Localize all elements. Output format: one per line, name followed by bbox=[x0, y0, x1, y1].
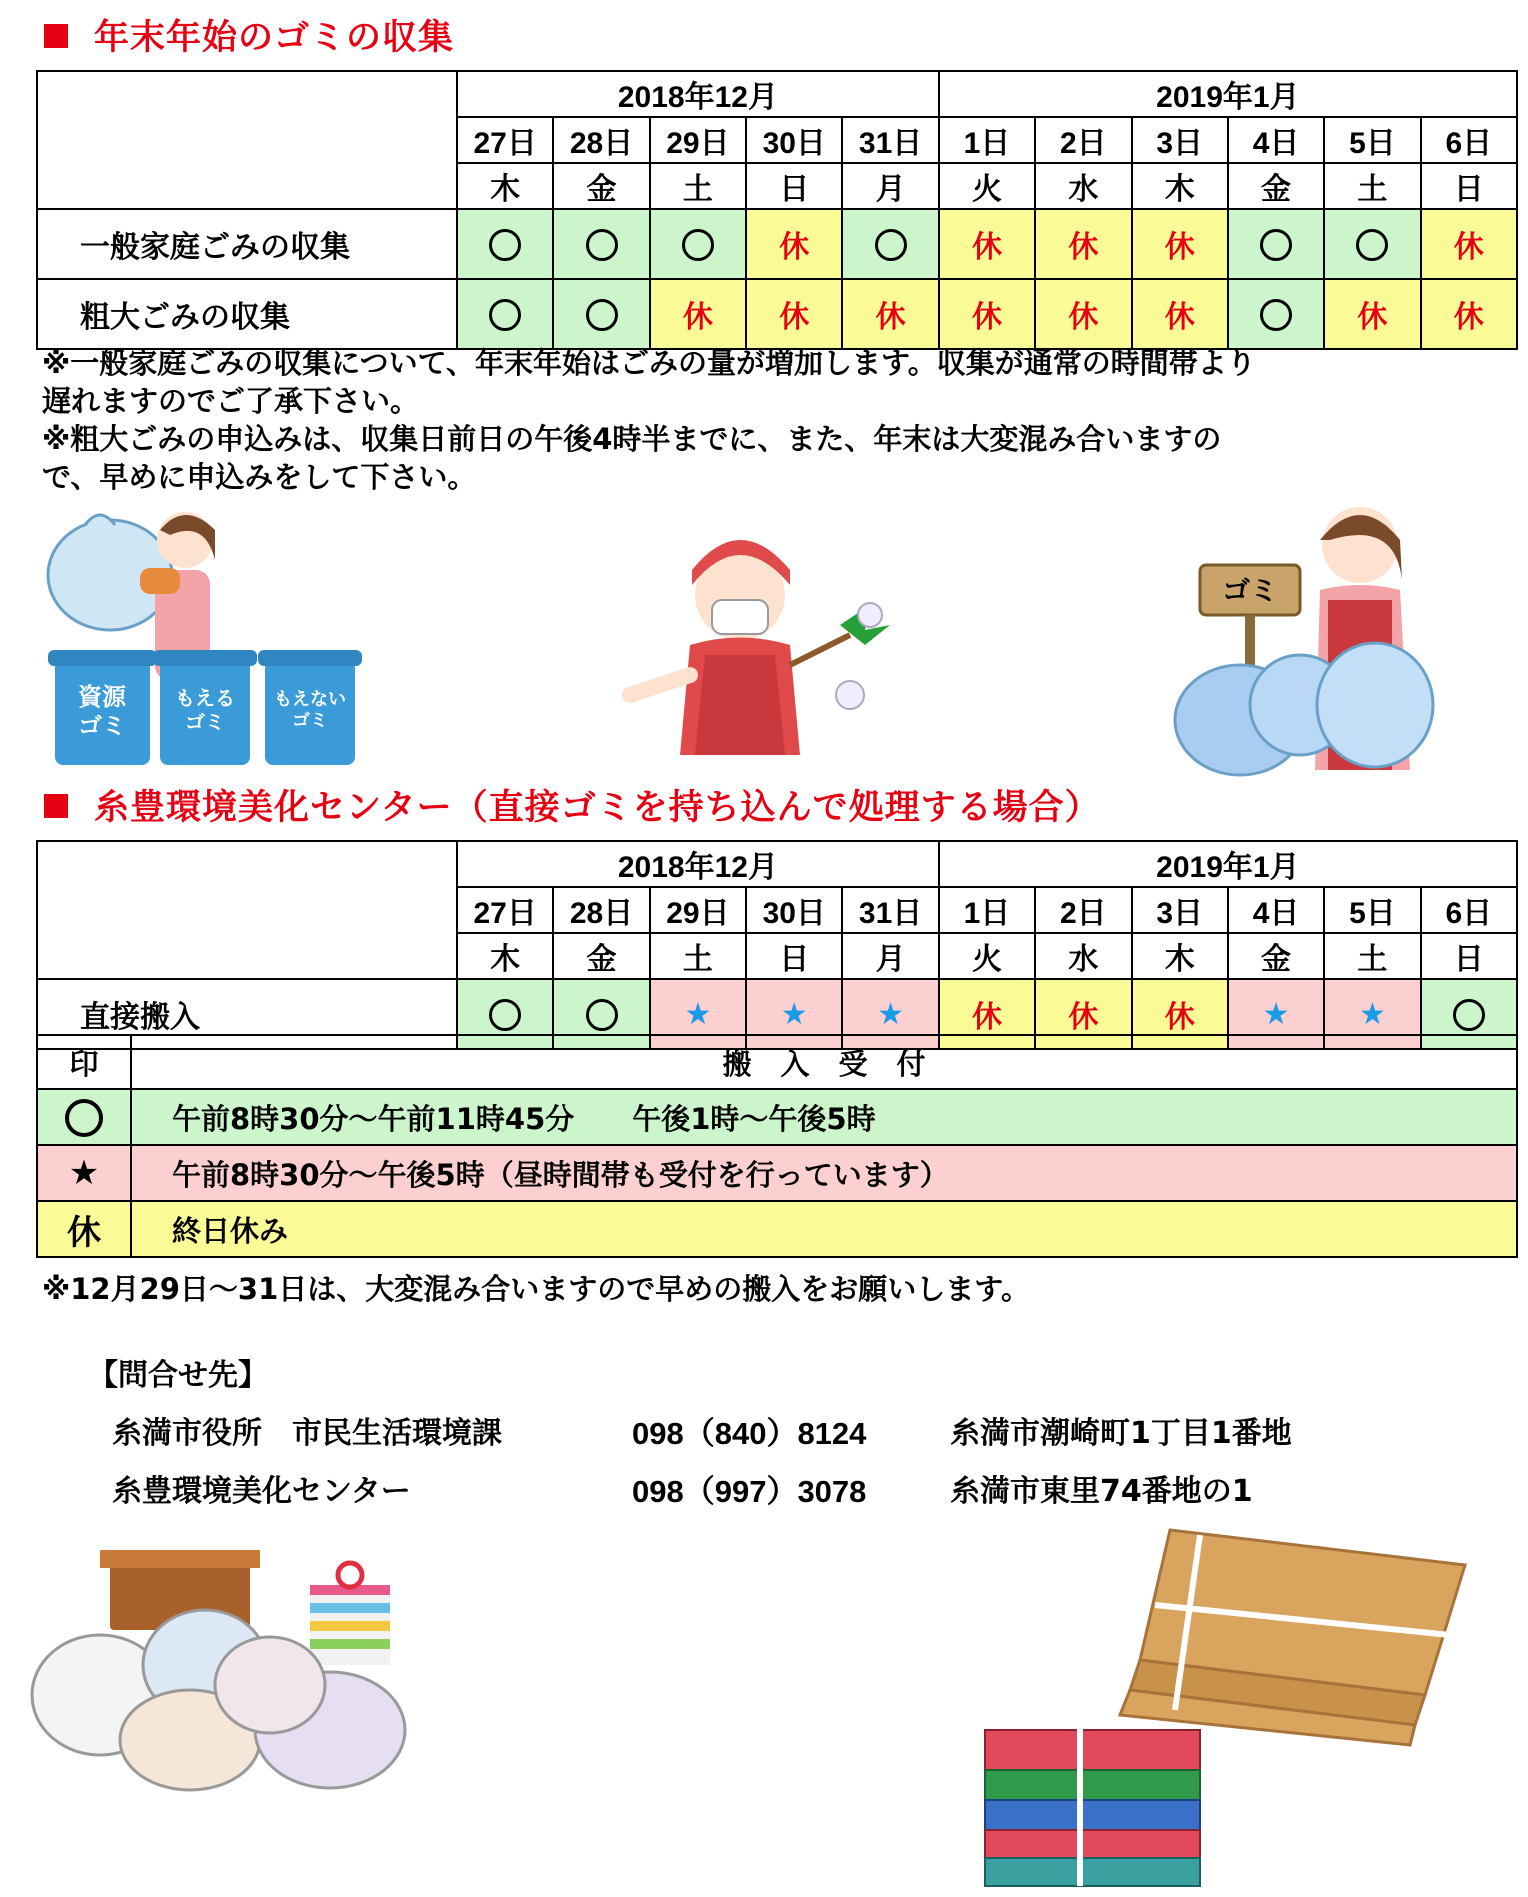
weekday-cell: 土 bbox=[1324, 163, 1420, 209]
date-cell: 30日 bbox=[746, 887, 842, 933]
circle-icon bbox=[489, 299, 521, 331]
legend-row-open bbox=[37, 1089, 1517, 1145]
legend-closed-text: 終日休み bbox=[131, 1201, 1517, 1257]
section1-notes bbox=[42, 344, 1256, 496]
note-line: ※粗大ごみの申込みは、収集日前日の午後4時半までに、また、年末は大変混み合いますの bbox=[42, 422, 1222, 456]
closed-mark: 休 bbox=[1068, 1000, 1099, 1035]
bin-recycle bbox=[48, 650, 157, 765]
circle-icon bbox=[1260, 299, 1292, 331]
month-header-dec: 2018年12月 bbox=[457, 841, 939, 887]
legend-open-text: 午前8時30分～午前11時45分 午後1時～午後5時 bbox=[131, 1089, 1517, 1145]
closed-mark: 休 bbox=[1164, 300, 1195, 335]
date-cell: 6日 bbox=[1421, 887, 1517, 933]
weekday-cell: 金 bbox=[553, 163, 649, 209]
closed-mark: 休 bbox=[1453, 300, 1484, 335]
weekday-cell: 木 bbox=[457, 933, 553, 979]
circle-icon bbox=[586, 999, 618, 1031]
contact-heading: 【問合せ先】 bbox=[88, 1358, 268, 1393]
section2-note: ※12月29日～31日は、大変混み合いますので早めの搬入をお願いします。 bbox=[42, 1272, 1030, 1306]
status-cell bbox=[1035, 279, 1131, 349]
closed-mark: 休 bbox=[779, 300, 810, 335]
status-cell bbox=[1035, 209, 1131, 279]
legend-row-closed bbox=[37, 1201, 1517, 1257]
household-garbage-row bbox=[37, 209, 1517, 279]
section2-heading bbox=[44, 780, 1101, 830]
date-cell: 2日 bbox=[1035, 887, 1131, 933]
section2-title: 糸豊環境美化センター（直接ゴミを持ち込んで処理する場合） bbox=[94, 788, 1101, 828]
star-icon: ★ bbox=[877, 996, 905, 1032]
circle-icon bbox=[1260, 229, 1292, 261]
legend-table bbox=[36, 1034, 1518, 1258]
status-cell bbox=[1324, 279, 1420, 349]
cleaning-woman-illustration bbox=[600, 515, 900, 755]
bin2-label: もえるゴミ bbox=[175, 686, 235, 734]
month-header-dec: 2018年12月 bbox=[457, 71, 939, 117]
date-cell: 30日 bbox=[746, 117, 842, 163]
status-cell bbox=[1132, 209, 1228, 279]
date-cell: 28日 bbox=[553, 117, 649, 163]
date-cell: 4日 bbox=[1228, 887, 1324, 933]
date-cell: 4日 bbox=[1228, 117, 1324, 163]
garbage-pile-illustration bbox=[30, 1545, 410, 1785]
status-cell bbox=[842, 279, 938, 349]
status-cell bbox=[842, 209, 938, 279]
date-cell: 29日 bbox=[650, 887, 746, 933]
weekday-cell: 日 bbox=[746, 933, 842, 979]
date-cell: 27日 bbox=[457, 117, 553, 163]
square-bullet-icon bbox=[44, 794, 68, 818]
weekday-cell: 月 bbox=[842, 163, 938, 209]
note-line: ※一般家庭ごみの収集について、年末年始はごみの量が増加します。収集が通常の時間帯より bbox=[42, 346, 1256, 380]
star-icon: ★ bbox=[684, 996, 712, 1032]
status-cell bbox=[1324, 209, 1420, 279]
star-icon: ★ bbox=[780, 996, 808, 1032]
closed-mark: 休 bbox=[1357, 300, 1388, 335]
weekday-cell: 水 bbox=[1035, 933, 1131, 979]
legend-closed-mark: 休 bbox=[37, 1201, 131, 1257]
weekday-cell: 金 bbox=[1228, 163, 1324, 209]
bin-burnable bbox=[153, 650, 257, 765]
contact-tel-city-hall: 098（840）8124 bbox=[632, 1416, 867, 1451]
date-cell: 6日 bbox=[1421, 117, 1517, 163]
closed-mark: 休 bbox=[1164, 1000, 1195, 1035]
bin1-label: 資源ゴミ bbox=[78, 683, 126, 740]
legend-star-text: 午前8時30分～午後5時（昼時間帯も受付を行っています） bbox=[131, 1145, 1517, 1201]
circle-icon bbox=[1453, 999, 1485, 1031]
contact-address-center: 糸満市東里74番地の1 bbox=[950, 1474, 1253, 1509]
date-cell: 27日 bbox=[457, 887, 553, 933]
section1-title: 年末年始のゴミの収集 bbox=[94, 18, 455, 58]
legend-star-mark: ★ bbox=[37, 1145, 131, 1201]
legend-row-star bbox=[37, 1145, 1517, 1201]
weekday-cell: 土 bbox=[1324, 933, 1420, 979]
weekday-cell: 日 bbox=[1421, 163, 1517, 209]
weekday-cell: 火 bbox=[939, 933, 1035, 979]
status-cell bbox=[939, 209, 1035, 279]
legend-circle-mark bbox=[37, 1089, 131, 1145]
circle-icon bbox=[875, 229, 907, 261]
section1-heading bbox=[44, 10, 454, 60]
bulky-garbage-row bbox=[37, 279, 1517, 349]
closed-mark: 休 bbox=[1453, 230, 1484, 265]
legend-header-mark: 印 bbox=[37, 1035, 131, 1089]
date-cell: 31日 bbox=[842, 117, 938, 163]
circle-icon bbox=[682, 229, 714, 261]
circle-icon bbox=[489, 999, 521, 1031]
date-cell: 1日 bbox=[939, 117, 1035, 163]
status-cell bbox=[1228, 209, 1324, 279]
closed-mark: 休 bbox=[1164, 230, 1195, 265]
date-cell: 3日 bbox=[1132, 887, 1228, 933]
date-cell: 5日 bbox=[1324, 117, 1420, 163]
weekday-cell: 日 bbox=[1421, 933, 1517, 979]
status-cell bbox=[650, 209, 746, 279]
contact-tel-center: 098（997）3078 bbox=[632, 1474, 867, 1509]
note-line: 遅れますのでご了承下さい。 bbox=[42, 384, 420, 418]
sorting-bins-illustration bbox=[10, 500, 370, 770]
status-cell bbox=[746, 279, 842, 349]
month-header-jan: 2019年1月 bbox=[939, 71, 1517, 117]
legend-header-desc: 搬 入 受 付 bbox=[131, 1035, 1517, 1089]
weekday-cell: 金 bbox=[553, 933, 649, 979]
contact-name-center: 糸豊環境美化センター bbox=[112, 1474, 411, 1509]
weekday-cell: 木 bbox=[1132, 163, 1228, 209]
star-icon: ★ bbox=[1262, 996, 1290, 1032]
status-cell bbox=[553, 209, 649, 279]
date-cell: 28日 bbox=[553, 887, 649, 933]
sign-label: ゴミ bbox=[1221, 574, 1279, 607]
square-bullet-icon bbox=[44, 24, 68, 48]
date-cell: 2日 bbox=[1035, 117, 1131, 163]
row-label-bulky: 粗大ごみの収集 bbox=[37, 279, 457, 349]
date-cell: 31日 bbox=[842, 887, 938, 933]
status-cell bbox=[746, 209, 842, 279]
weekday-cell: 木 bbox=[1132, 933, 1228, 979]
circle-icon bbox=[489, 229, 521, 261]
circle-icon bbox=[65, 1099, 103, 1137]
contact-name-city-hall: 糸満市役所 市民生活環境課 bbox=[112, 1416, 502, 1451]
closed-mark: 休 bbox=[779, 230, 810, 265]
closed-mark: 休 bbox=[1068, 230, 1099, 265]
status-cell bbox=[457, 279, 553, 349]
bin3-label: もえないゴミ bbox=[274, 689, 346, 732]
status-cell bbox=[553, 279, 649, 349]
weekday-cell: 土 bbox=[650, 163, 746, 209]
collection-schedule-table bbox=[36, 70, 1518, 350]
table-corner bbox=[37, 841, 457, 979]
row-label-direct: 直接搬入 bbox=[37, 979, 457, 1049]
star-icon: ★ bbox=[1358, 996, 1386, 1032]
status-cell bbox=[1228, 279, 1324, 349]
status-cell bbox=[1132, 279, 1228, 349]
date-cell: 1日 bbox=[939, 887, 1035, 933]
direct-dropoff-table bbox=[36, 840, 1518, 1050]
cardboard-magazines-illustration bbox=[970, 1510, 1490, 1890]
circle-icon bbox=[586, 299, 618, 331]
closed-mark: 休 bbox=[682, 300, 713, 335]
table-corner bbox=[37, 71, 457, 209]
closed-mark: 休 bbox=[1068, 300, 1099, 335]
status-cell bbox=[650, 279, 746, 349]
row-label-household: 一般家庭ごみの収集 bbox=[37, 209, 457, 279]
closed-mark: 休 bbox=[971, 1000, 1002, 1035]
legend-header-row bbox=[37, 1035, 1517, 1089]
circle-icon bbox=[586, 229, 618, 261]
weekday-cell: 木 bbox=[457, 163, 553, 209]
weekday-cell: 土 bbox=[650, 933, 746, 979]
date-cell: 29日 bbox=[650, 117, 746, 163]
weekday-cell: 火 bbox=[939, 163, 1035, 209]
closed-mark: 休 bbox=[971, 300, 1002, 335]
status-cell bbox=[457, 209, 553, 279]
bags-sign-illustration bbox=[1170, 490, 1470, 790]
date-cell: 5日 bbox=[1324, 887, 1420, 933]
weekday-cell: 水 bbox=[1035, 163, 1131, 209]
note-line: で、早めに申込みをして下さい。 bbox=[42, 460, 477, 494]
date-cell: 3日 bbox=[1132, 117, 1228, 163]
circle-icon bbox=[1356, 229, 1388, 261]
closed-mark: 休 bbox=[875, 300, 906, 335]
status-cell bbox=[1421, 279, 1517, 349]
weekday-cell: 日 bbox=[746, 163, 842, 209]
closed-mark: 休 bbox=[971, 230, 1002, 265]
weekday-cell: 月 bbox=[842, 933, 938, 979]
bin-nonburnable bbox=[258, 650, 362, 765]
contact-address-city-hall: 糸満市潮崎町1丁目1番地 bbox=[950, 1416, 1292, 1451]
month-header-jan: 2019年1月 bbox=[939, 841, 1517, 887]
status-cell bbox=[939, 279, 1035, 349]
weekday-cell: 金 bbox=[1228, 933, 1324, 979]
status-cell bbox=[1421, 209, 1517, 279]
